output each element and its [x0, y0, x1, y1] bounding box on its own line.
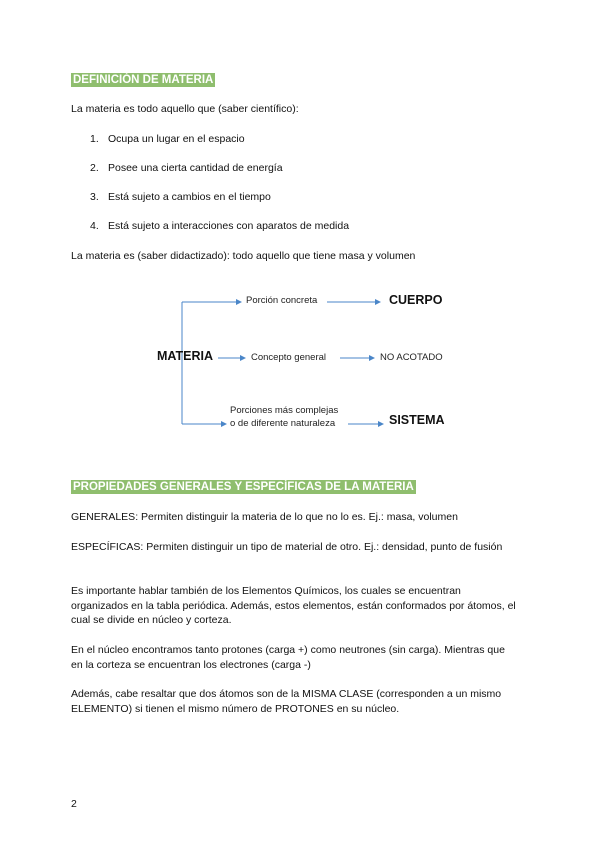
paragraph-nucleo: En el núcleo encontramos tanto protones (carga +) como neutrones (sin carga). Mientras que en la corteza se encuentran los electrones (carga -): [71, 644, 505, 671]
diagram-result-cuerpo: CUERPO: [389, 293, 443, 307]
list-item-text: Ocupa un lugar en el espacio: [108, 133, 245, 145]
page-number: 2: [71, 798, 77, 810]
didactic-text: La materia es (saber didactizado): todo aquello que tiene masa y volumen: [71, 250, 416, 262]
paragraph-elementos: Es importante hablar también de los Elementos Químicos, los cuales se encuentran organizados en la tabla periódica. Además, estos elementos, están conformados por átomos, el cual se divide en núcleo y corteza.: [71, 585, 516, 626]
section-heading-propiedades: PROPIEDADES GENERALES Y ESPECÍFICAS DE LA MATERIA: [73, 481, 414, 493]
list-item-text: Está sujeto a cambios en el tiempo: [108, 191, 271, 203]
paragraph-generales: GENERALES: Permiten distinguir la materia de lo que no lo es. Ej.: masa, volumen: [71, 511, 458, 523]
diagram-label-porcion: Porción concreta: [246, 295, 318, 306]
diagram-label-porciones-2: o de diferente naturaleza: [230, 418, 336, 429]
list-item-number: 2.: [90, 162, 99, 174]
paragraph-especificas: ESPECÍFICAS: Permiten distinguir un tipo de material de otro. Ej.: densidad, punto de fusión: [71, 541, 503, 553]
diagram-root-materia: MATERIA: [157, 349, 214, 363]
diagram-label-porciones-1: Porciones más complejas: [230, 405, 339, 416]
paragraph-atomos: Además, cabe resaltar que dos átomos son de la MISMA CLASE (corresponden a un mismo ELEMENTO) si tienen el mismo número de PROTONES en su núcleo.: [71, 688, 502, 715]
list-item-number: 3.: [90, 191, 99, 203]
diagram-result-sistema: SISTEMA: [389, 413, 445, 427]
list-item-text: Posee una cierta cantidad de energía: [108, 162, 283, 174]
diagram-label-concepto: Concepto general: [251, 352, 326, 363]
list-item-number: 1.: [90, 133, 99, 145]
section-heading-definicion: DEFINICIÓN DE MATERIA: [73, 74, 214, 86]
intro-text: La materia es todo aquello que (saber científico):: [71, 103, 299, 115]
list-item-text: Está sujeto a interacciones con aparatos de medida: [108, 220, 350, 232]
diagram-result-no-acotado: NO ACOTADO: [380, 352, 443, 363]
list-item-number: 4.: [90, 220, 99, 232]
